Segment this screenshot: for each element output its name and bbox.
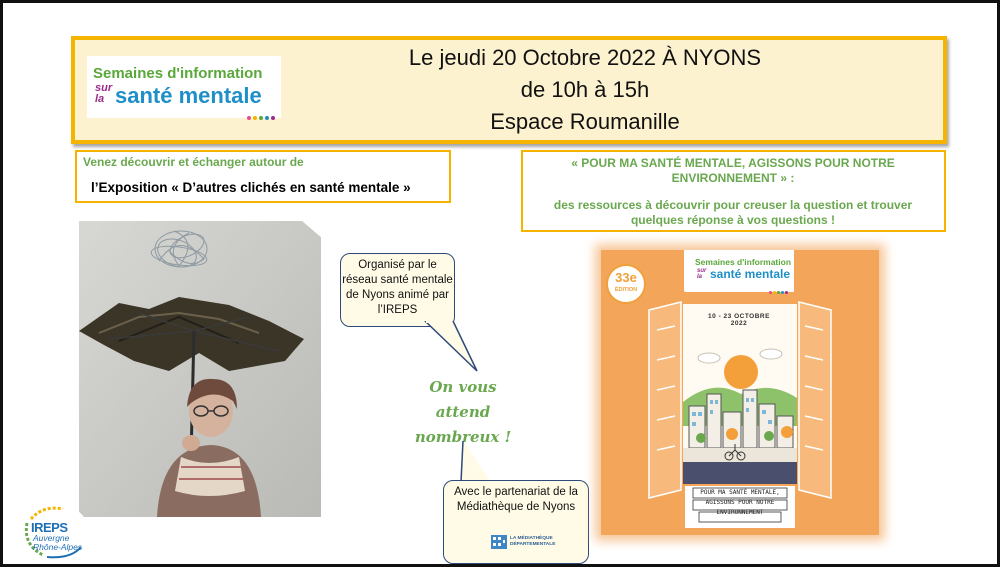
poster-logo-line1: Semaines d'information	[695, 257, 792, 267]
theme-description: des ressources à découvrir pour creuser la question et trouver quelques réponse à vos questions !	[553, 198, 913, 227]
campaign-poster	[601, 250, 879, 535]
exhibition-intro: Venez découvrir et échanger autour de	[83, 155, 304, 169]
poster-caption-line1: POUR MA SANTÉ MENTALE,	[700, 489, 780, 496]
header-banner	[71, 36, 947, 144]
poster-caption-line2: AGISSONS POUR NOTRE	[705, 499, 775, 506]
ireps-region-line1: Auvergne	[33, 533, 70, 543]
cta-line2: attend	[435, 403, 491, 421]
partner-bubble	[443, 480, 589, 564]
cta-line1: On vous	[429, 378, 497, 396]
event-venue: Espace Roumanille	[490, 109, 680, 134]
organizer-bubble	[340, 253, 455, 327]
theme-box	[521, 150, 946, 232]
exhibition-photo	[71, 213, 329, 525]
poster-logo-sur: sur	[697, 268, 707, 274]
edition-badge	[606, 264, 646, 304]
partner-bubble-tail	[457, 441, 497, 483]
poster-logo-line2: santé mentale	[710, 267, 791, 281]
poster-dates: 10 - 23 OCTOBRE 2022	[708, 313, 770, 327]
poster-logo-dots	[769, 282, 789, 298]
edition-number: 33e	[615, 270, 637, 285]
mediatheque-logo	[491, 535, 561, 549]
partner-text: Avec le partenariat de la Médiathèque de Nyons	[454, 486, 578, 513]
campaign-logo-la: la	[95, 93, 105, 105]
exhibition-title: l’Exposition « D’autres clichés en santé mentale »	[91, 180, 411, 195]
event-time: de 10h à 15h	[520, 77, 650, 102]
poster-caption	[685, 488, 795, 518]
poster-logo-la: la	[697, 274, 703, 280]
campaign-logo-line1: Semaines d'information	[93, 65, 263, 82]
mediatheque-grid-icon	[491, 535, 507, 549]
organizer-text: Organisé par le réseau santé mentale de Nyons animé par l’IREPS	[342, 259, 453, 316]
organizer-bubble-tail	[423, 321, 483, 373]
call-to-action	[413, 375, 513, 450]
campaign-logo	[87, 56, 281, 118]
poster-campaign-logo	[684, 250, 794, 292]
umbrella-woman-illustration	[79, 221, 321, 517]
ireps-name: IREPS	[31, 520, 68, 535]
ireps-region-line2: Rhône-Alpes	[33, 542, 83, 552]
cta-line3: nombreux !	[414, 428, 512, 446]
ireps-logo	[21, 503, 85, 561]
theme-title: « POUR MA SANTÉ MENTALE, AGISSONS POUR NOTRE ENVIRONNEMENT » :	[571, 156, 895, 185]
mediatheque-logo-text: LA MÉDIATHÈQUE DÉPARTEMENTALE	[510, 536, 556, 547]
campaign-logo-line2: santé mentale	[115, 83, 262, 108]
edition-label: ÉDITION	[614, 287, 638, 293]
poster-caption-line3: ENVIRONNEMENT	[716, 509, 764, 516]
campaign-logo-sur: sur	[95, 82, 113, 94]
exhibition-box	[75, 150, 451, 203]
event-date: Le jeudi 20 Octobre 2022 À NYONS	[408, 45, 762, 70]
